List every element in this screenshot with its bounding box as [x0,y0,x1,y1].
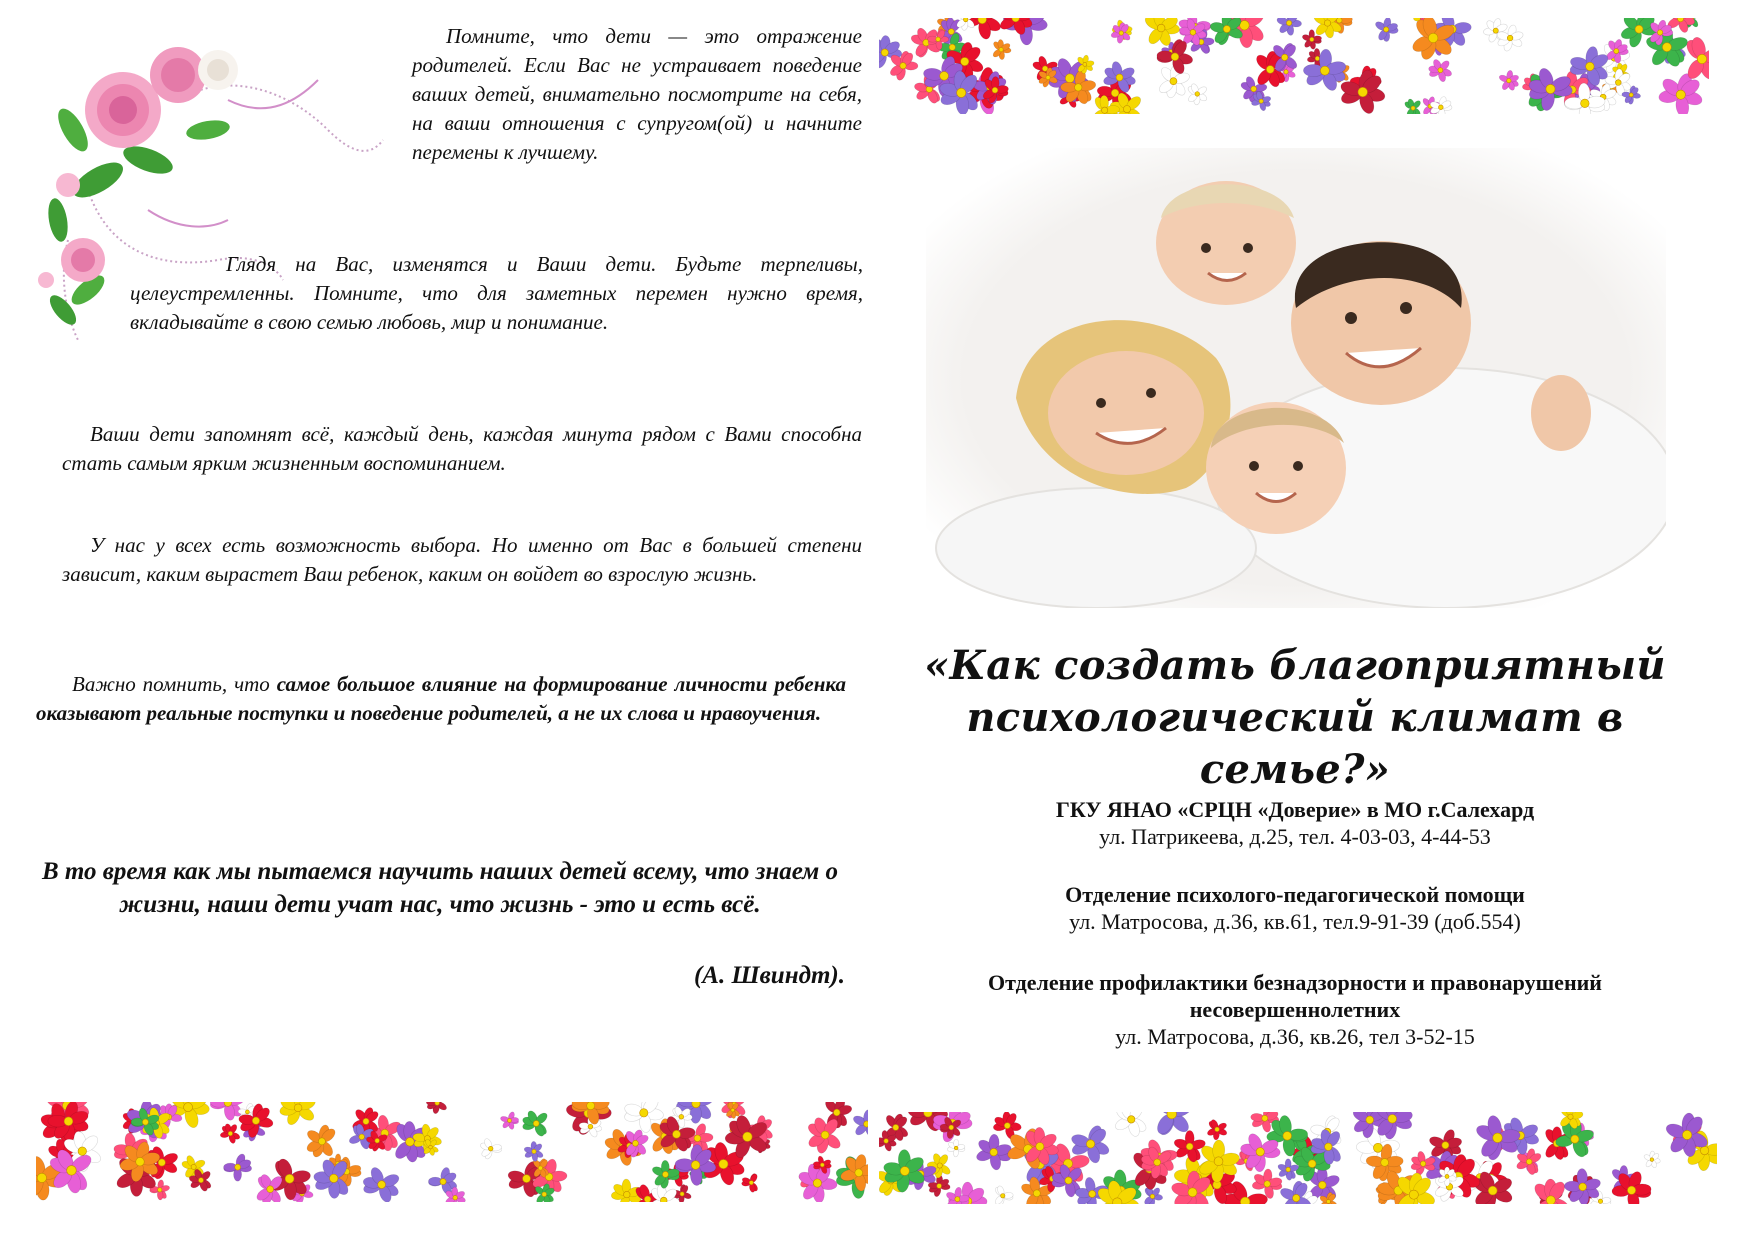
flower-border-icon [36,1102,868,1202]
paragraph-choice [62,531,862,589]
contact-address: ул. Матросова, д.36, кв.61, тел.9-91-39 (доб.554) [1069,909,1521,934]
important-lead: Важно помнить, что [72,672,277,696]
flower-icon [223,1153,252,1182]
flower-icon [524,1141,545,1162]
paragraph-children-change [130,250,863,337]
contact-block-prevention [900,969,1690,1050]
contact-address: ул. Патрикеева, д.25, тел. 4-03-03, 4-44-53 [1099,824,1491,849]
flower-icon [741,1173,759,1193]
contact-org: Отделение профилактики безнадзорности и правонарушений несовершеннолетних [988,970,1602,1022]
contact-org: Отделение психолого-педагогической помощи [1065,882,1525,907]
paragraph-text: Глядя на Вас, изменятся и Ваши дети. Будьте терпеливы, целеустремленны. Помните, что для заметных перемен нужно время, вкладывайте в свою семью любовь, мир и понимание. [130,252,863,334]
left-page [0,0,877,1240]
quote-author: (А. Швиндт). [693,962,845,989]
contact-block-psych [900,881,1690,935]
flower-icon [500,1111,519,1130]
paragraph-children-reflection [412,22,862,167]
flower-icon [220,1123,241,1144]
contact-block-main [900,796,1690,850]
important-bold: самое большое влияние на формирование личности ребенка оказывают реальные поступки и поведение родителей, а не их слова и нравоучения. [36,672,846,725]
flower-icon [305,1124,337,1159]
flower-icon [522,1109,549,1137]
contact-org: ГКУ ЯНАО «СРЦН «Доверие» в МО г.Салехард [1055,797,1535,822]
main-title: «Как создать благоприятный психологический климат в семье?» [924,642,1666,793]
flower-icon [852,1109,868,1138]
paragraph-text: Ваши дети запомнят всё, каждый день, каждая минута рядом с Вами способна стать самым ярким жизненным воспоминанием. [62,422,862,475]
flower-icon [426,1102,448,1114]
flower-icon [806,1116,843,1155]
flower-icon [279,1102,317,1127]
flower-icon [479,1137,502,1159]
flower-icon [362,1166,401,1202]
paragraph-text: У нас у всех есть возможность выбора. Но именно от Вас в большей степени зависит, каким вырастет Ваш ребенок, каким он войдет во взрослую жизнь. [62,533,862,586]
contact-address: ул. Матросова, д.36, кв.26, тел 3-52-15 [1115,1024,1475,1049]
paragraph-important [36,670,846,728]
paragraph-text: Помните, что дети — это отражение родителей. Если Вас не устраивает поведение ваших детей, внимательно посмотрите на себя, на ваши отношения с супругом(ой) и начните перемены к лучшему. [412,24,862,164]
quote-text: В то время как мы пытаемся научить наших детей всему, что знаем о жизни, наши дети учат нас, что жизнь - это и есть всё. [41,858,839,918]
paragraph-memories [62,420,862,478]
family-photo [926,148,1666,608]
